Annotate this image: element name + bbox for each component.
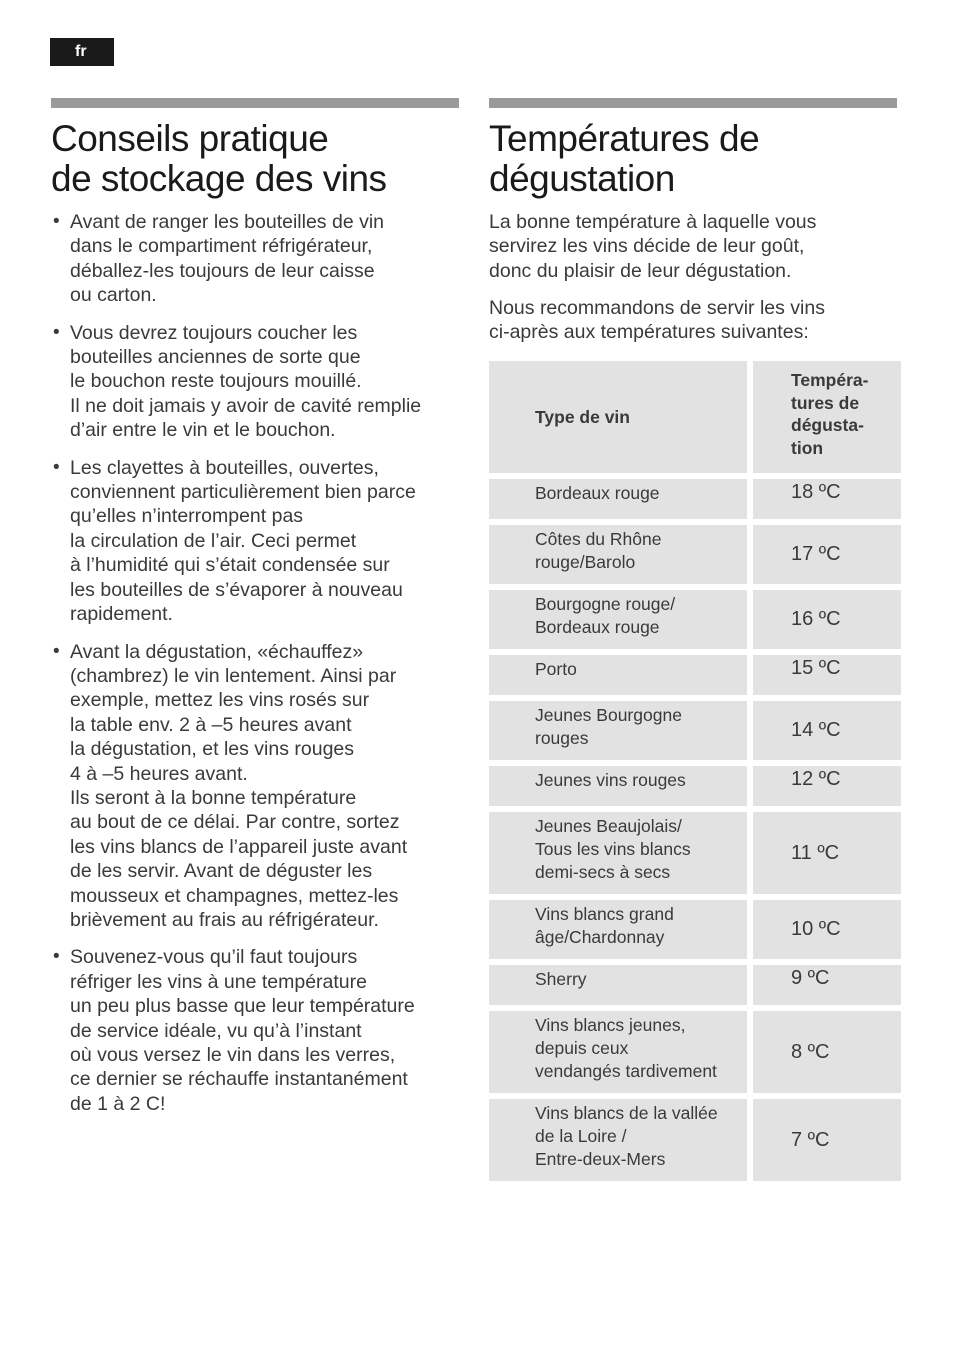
bullet-text-line: Avant la dégustation, «échauffez» xyxy=(70,640,364,663)
bullet-text-line: Souvenez-vous qu’il faut toujours xyxy=(70,946,358,969)
temperature-value: 15 ºC xyxy=(791,657,841,679)
bullet-icon: • xyxy=(53,456,60,478)
header-temp-label-line: tion xyxy=(791,437,824,458)
wine-type-line: Jeunes Beaujolais/ xyxy=(535,816,682,836)
table-row xyxy=(489,590,901,649)
bullet-text-line: la table env. 2 à –5 heures avant xyxy=(70,713,352,736)
bullet-text-line: ou carton. xyxy=(70,284,157,307)
bullet-text-line: d’air entre le vin et le bouchon. xyxy=(70,419,336,442)
bullet-text-line: le bouchon reste toujours mouillé. xyxy=(70,370,362,393)
bullet-icon: • xyxy=(53,946,60,968)
table-header-row xyxy=(489,361,901,473)
temperature-cell xyxy=(753,590,901,649)
bullet-text-line: Les clayettes à bouteilles, ouvertes, xyxy=(70,456,379,479)
tasting-temperatures-title xyxy=(489,119,909,199)
wine-temperature-table xyxy=(489,361,901,1187)
temperature-cell xyxy=(753,655,901,695)
wine-type-cell xyxy=(489,479,747,519)
temperature-cell xyxy=(753,479,901,519)
table-row xyxy=(489,965,901,1005)
left-section-rule xyxy=(51,98,459,108)
intro-text-line: donc du plaisir de leur dégustation. xyxy=(489,259,792,282)
temperature-value: 18 ºC xyxy=(791,481,841,503)
temperature-cell xyxy=(753,900,901,959)
temperature-value: 16 ºC xyxy=(791,608,841,630)
temperature-value: 11 ºC xyxy=(791,841,840,864)
list-item xyxy=(51,456,469,627)
intro-text-line: servirez les vins décide de leur goût, xyxy=(489,235,805,258)
header-temp-cell xyxy=(753,361,901,473)
title-line: Températures de xyxy=(489,118,760,159)
temperature-cell xyxy=(753,525,901,584)
wine-type-cell xyxy=(489,590,747,649)
bullet-text-line: à l’humidité qui s’était condensée sur xyxy=(70,554,390,577)
temperature-cell xyxy=(753,1011,901,1093)
temperature-value: 9 ºC xyxy=(791,967,830,989)
table-row xyxy=(489,1011,901,1093)
bullet-text-line: la dégustation, et les vins rouges xyxy=(70,738,355,761)
intro-text-line: Nous recommandons de servir les vins xyxy=(489,297,825,319)
storage-tips-list xyxy=(51,210,469,1129)
bullet-text-line: de les servir. Avant de déguster les xyxy=(70,860,373,883)
wine-type-line: Entre-deux-Mers xyxy=(535,1149,666,1169)
temperature-cell xyxy=(753,965,901,1005)
wine-type-line: Bordeaux rouge xyxy=(535,617,660,637)
header-temp-label-line: dégusta- xyxy=(791,415,864,435)
header-temp-label-line: Tempéra- xyxy=(791,370,869,390)
wine-type-cell xyxy=(489,812,747,894)
bullet-text-line: Vous devrez toujours coucher les xyxy=(70,321,358,344)
bullet-text-line: de service idéale, vu qu’à l’instant xyxy=(70,1019,362,1042)
wine-type-line: Jeunes vins rouges xyxy=(535,770,686,790)
table-row xyxy=(489,479,901,519)
bullet-text-line: Avant de ranger les bouteilles de vin xyxy=(70,211,385,233)
bullet-text-line: réfriger les vins à une température xyxy=(70,970,367,993)
wine-type-line: demi-secs à secs xyxy=(535,862,671,882)
wine-type-line: Tous les vins blancs xyxy=(535,839,691,859)
wine-type-line: Vins blancs de la vallée xyxy=(535,1103,718,1123)
title-line: dégustation xyxy=(489,158,675,199)
header-type-cell xyxy=(489,361,747,473)
wine-type-line: vendangés tardivement xyxy=(535,1061,717,1081)
wine-type-cell xyxy=(489,766,747,806)
bullet-text-line: rapidement. xyxy=(70,603,173,626)
temperature-cell xyxy=(753,701,901,760)
header-type-label: Type de vin xyxy=(535,406,630,427)
table-row xyxy=(489,701,901,760)
wine-type-line: rouges xyxy=(535,728,589,748)
table-row xyxy=(489,900,901,959)
wine-type-cell xyxy=(489,965,747,1005)
wine-type-line: Bourgogne rouge/ xyxy=(535,594,676,614)
storage-tips-title xyxy=(51,119,471,199)
temperature-value: 14 ºC xyxy=(791,719,841,741)
wine-type-line: Côtes du Rhône xyxy=(535,529,662,549)
bullet-text-line: exemple, mettez les vins rosés sur xyxy=(70,689,370,712)
table-row xyxy=(489,1099,901,1181)
intro-paragraph-1 xyxy=(489,210,909,283)
temperature-cell xyxy=(753,766,901,806)
bullet-text-line: conviennent particulièrement bien parce xyxy=(70,481,416,504)
wine-type-cell xyxy=(489,525,747,584)
wine-type-cell xyxy=(489,1099,747,1181)
bullet-text-line: la circulation de l’air. Ceci permet xyxy=(70,529,357,552)
list-item xyxy=(51,640,469,933)
bullet-text-line: un peu plus basse que leur température xyxy=(70,995,415,1018)
wine-type-line: rouge/Barolo xyxy=(535,552,636,572)
table-row xyxy=(489,655,901,695)
wine-type-line: Jeunes Bourgogne xyxy=(535,705,682,725)
bullet-text-line: au bout de ce délai. Par contre, sortez xyxy=(70,811,400,834)
title-line: de stockage des vins xyxy=(51,158,387,199)
table-row xyxy=(489,766,901,806)
wine-type-line: Bordeaux rouge xyxy=(535,483,660,503)
temperature-cell xyxy=(753,812,901,894)
temperature-value: 10 ºC xyxy=(791,918,841,940)
temperature-value: 8 ºC xyxy=(791,1040,830,1063)
intro-paragraph-2 xyxy=(489,296,909,345)
temperature-cell xyxy=(753,1099,901,1181)
bullet-icon: • xyxy=(53,321,60,343)
intro-text-line: La bonne température à laquelle vous xyxy=(489,211,817,233)
bullet-text-line: brièvement au frais au réfrigérateur. xyxy=(70,908,379,931)
bullet-text-line: les vins blancs de l’appareil juste avant xyxy=(70,835,408,858)
list-item xyxy=(51,210,469,308)
language-tab: fr xyxy=(50,38,114,66)
wine-type-cell xyxy=(489,655,747,695)
bullet-text-line: mousseux et champagnes, mettez-les xyxy=(70,884,399,907)
bullet-text-line: Il ne doit jamais y avoir de cavité remplie xyxy=(70,394,422,417)
wine-type-line: Sherry xyxy=(535,969,587,989)
wine-type-line: depuis ceux xyxy=(535,1038,629,1058)
bullet-text-line: qu’elles n’interrompent pas xyxy=(70,505,304,528)
header-temp-label-line: tures de xyxy=(791,392,860,413)
bullet-text-line: ce dernier se réchauffe instantanément xyxy=(70,1068,408,1091)
table-row xyxy=(489,812,901,894)
wine-type-cell xyxy=(489,701,747,760)
temperature-value: 12 ºC xyxy=(791,768,841,790)
temperature-value: 7 ºC xyxy=(791,1128,830,1151)
bullet-text-line: (chambrez) le vin lentement. Ainsi par xyxy=(70,664,397,687)
bullet-text-line: les bouteilles de s’évaporer à nouveau xyxy=(70,578,403,601)
temperature-value: 17 ºC xyxy=(791,543,841,565)
bullet-text-line: déballez-les toujours de leur caisse xyxy=(70,259,375,282)
right-section-rule xyxy=(489,98,897,108)
bullet-text-line: bouteilles anciennes de sorte que xyxy=(70,346,361,369)
wine-type-cell xyxy=(489,1011,747,1093)
bullet-text-line: où vous versez le vin dans les verres, xyxy=(70,1044,396,1066)
intro-text-line: ci-après aux températures suivantes: xyxy=(489,321,809,344)
bullet-icon: • xyxy=(53,640,60,662)
wine-type-line: Vins blancs jeunes, xyxy=(535,1015,686,1035)
bullet-icon: • xyxy=(53,211,60,232)
wine-type-line: Porto xyxy=(535,659,577,679)
wine-type-line: de la Loire / xyxy=(535,1126,627,1146)
list-item xyxy=(51,945,469,1116)
bullet-text-line: de 1 à 2 C! xyxy=(70,1092,166,1115)
wine-type-line: Vins blancs grand xyxy=(535,904,674,924)
list-item xyxy=(51,321,469,443)
table-row xyxy=(489,525,901,584)
bullet-text-line: 4 à –5 heures avant. xyxy=(70,762,248,785)
wine-type-line: âge/Chardonnay xyxy=(535,927,665,947)
bullet-text-line: dans le compartiment réfrigérateur, xyxy=(70,235,373,258)
wine-type-cell xyxy=(489,900,747,959)
title-line: Conseils pratique xyxy=(51,118,329,159)
bullet-text-line: Ils seront à la bonne température xyxy=(70,786,357,809)
